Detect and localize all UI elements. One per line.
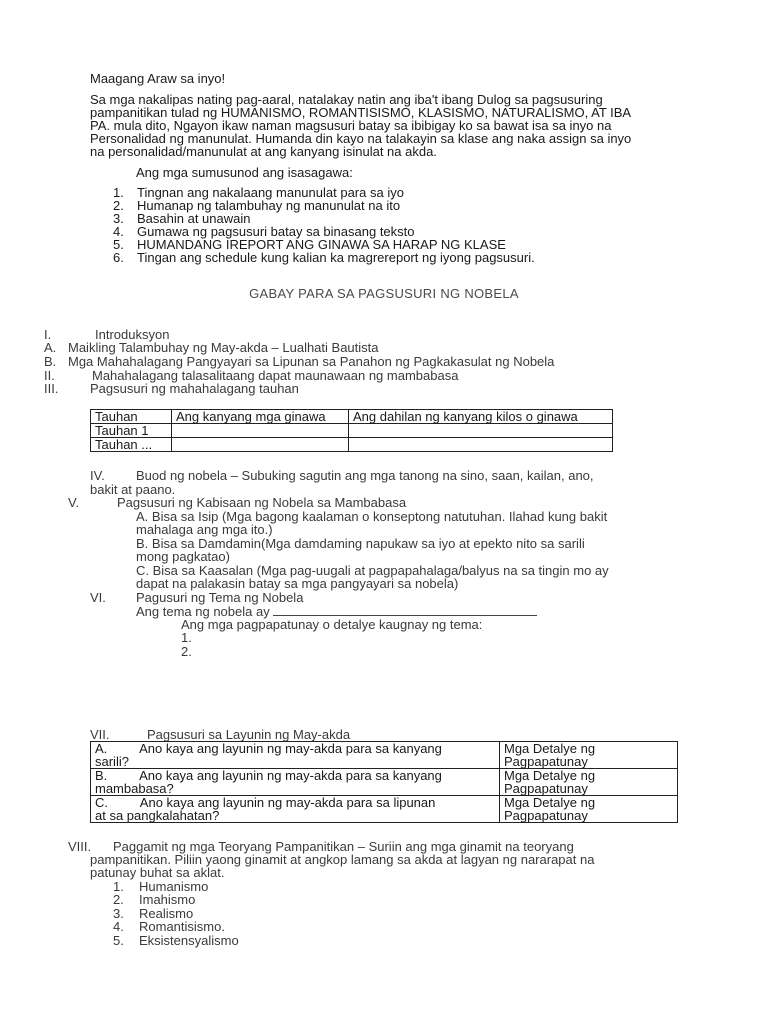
- theory-number: 3.: [113, 906, 124, 921]
- details-label: Pagpapatunay: [504, 754, 588, 769]
- question-line: mambabasa?: [95, 781, 174, 796]
- details-label: Mga Detalye ng: [504, 741, 596, 756]
- table-row: [91, 438, 613, 452]
- layunin-table: [90, 741, 678, 823]
- table-cell: [172, 424, 349, 438]
- step-text: Basahin at unawain: [137, 211, 251, 226]
- detail-item-number: 2.: [181, 644, 192, 659]
- details-label: Pagpapatunay: [504, 781, 588, 796]
- outline-marker: II.: [44, 368, 55, 383]
- section-iv-text: Buod ng nobela – Subuking sagutin ang mga tanong na sino, saan, kailan, ano,: [136, 468, 594, 483]
- theme-prompt: [136, 604, 537, 618]
- theory-item: Humanismo: [139, 879, 209, 894]
- step-text: Gumawa ng pagsusuri batay sa binasang teksto: [137, 224, 415, 239]
- section-v-b: mong pagkatao): [136, 549, 230, 564]
- outline-text: Introduksyon: [95, 327, 170, 342]
- theory-item: Realismo: [139, 906, 194, 921]
- table-cell: [349, 438, 613, 452]
- section-vii-marker: VII.: [90, 727, 110, 742]
- section-vii-title: Pagsusuri sa Layunin ng May-akda: [147, 727, 351, 742]
- outline-text: Pagsusuri ng mahahalagang tauhan: [90, 381, 299, 396]
- table-cell: [91, 796, 500, 823]
- details-label: Mga Detalye ng: [504, 795, 596, 810]
- table-row: [91, 742, 678, 769]
- question-line: at sa pangkalahatan?: [95, 808, 220, 823]
- section-v-b: B. Bisa sa Damdamin(Mga damdaming napukaw sa iyo at epekto nito sa sarili: [136, 536, 585, 551]
- steps-heading: Ang mga sumusunod ang isasagawa:: [136, 165, 353, 180]
- step-text: Tingan ang schedule kung kalian ka magrereport ng iyong pagsusuri.: [137, 250, 535, 265]
- intro-line: PA. mula dito, Ngayon ikaw naman magsusuri batay sa ibibigay ko sa bawat isa sa inyo na: [90, 118, 612, 133]
- outline-text: Mga Mahahalagang Pangyayari sa Lipunan sa Panahon ng Pagkakasulat ng Nobela: [68, 354, 555, 369]
- outline-marker: III.: [44, 381, 59, 396]
- step-text: Humanap ng talambuhay ng manunulat na ito: [137, 198, 401, 213]
- table-header-row: [91, 410, 613, 424]
- greeting: Maagang Araw sa inyo!: [90, 71, 226, 86]
- table-cell: [500, 796, 678, 823]
- table-cell: Tauhan 1: [91, 424, 172, 438]
- table-header-cell: Ang dahilan ng kanyang kilos o ginawa: [349, 410, 613, 424]
- intro-line: pampanitikan tulad ng HUMANISMO, ROMANTISISMO, KLASISMO, NATURALISMO, AT IBA: [90, 105, 632, 120]
- theory-number: 1.: [113, 879, 124, 894]
- section-viii-text: Paggamit ng mga Teoryang Pampanitikan – Suriin ang mga ginamit na teoryang: [113, 839, 574, 854]
- details-label: Pagpapatunay: [504, 808, 588, 823]
- step-number: 4.: [113, 224, 124, 239]
- table-cell: [349, 424, 613, 438]
- details-label: Mga Detalye ng: [504, 768, 596, 783]
- section-viii-text: pampanitikan. Piliin yaong ginamit at angkop lamang sa akda at lagyan ng nararapat na: [90, 852, 595, 867]
- question-line: B. Ano kaya ang layunin ng may-akda para sa kanyang: [95, 768, 442, 783]
- section-v-marker: V.: [68, 495, 80, 510]
- intro-line: Sa mga nakalipas nating pag-aaral, natalakay natin ang iba't ibang Dulog sa pagsusuring: [90, 92, 603, 107]
- step-number: 1.: [113, 185, 124, 200]
- step-number: 5.: [113, 237, 124, 252]
- table-cell: [500, 742, 678, 769]
- section-v-a: mahalaga ang mga ito.): [136, 522, 273, 537]
- outline-text: Maikling Talambuhay ng May-akda – Lualhati Bautista: [68, 340, 379, 355]
- detail-item-number: 1.: [181, 630, 192, 645]
- theme-prompt-text: Ang tema ng nobela ay: [136, 604, 270, 619]
- table-row: [91, 796, 678, 823]
- intro-line: na personalidad/manunulat at ang kanyang isinulat na akda.: [90, 144, 437, 159]
- guide-title: GABAY PARA SA PAGSUSURI NG NOBELA: [249, 286, 519, 301]
- details-prompt: Ang mga pagpapatunay o detalye kaugnay ng tema:: [181, 617, 483, 632]
- theory-number: 2.: [113, 892, 124, 907]
- table-cell: [172, 438, 349, 452]
- theory-item: Eksistensyalismo: [139, 933, 239, 948]
- table-cell: Tauhan ...: [91, 438, 172, 452]
- step-number: 6.: [113, 250, 124, 265]
- step-text: Tingnan ang nakalaang manunulat para sa iyo: [137, 185, 404, 200]
- table-row: [91, 424, 613, 438]
- outline-text: Mahahalagang talasalitaang dapat maunawaan ng mambabasa: [92, 368, 459, 383]
- table-cell: [500, 769, 678, 796]
- step-number: 3.: [113, 211, 124, 226]
- section-vi-marker: VI.: [90, 590, 106, 605]
- section-v-a: A. Bisa sa Isip (Mga bagong kaalaman o konseptong natutuhan. Ilahad kung bakit: [136, 509, 608, 524]
- step-number: 2.: [113, 198, 124, 213]
- outline-marker: B.: [44, 354, 57, 369]
- question-line: sarili?: [95, 754, 129, 769]
- question-line: A. Ano kaya ang layunin ng may-akda para sa kanyang: [95, 741, 442, 756]
- outline-marker: I.: [44, 327, 52, 342]
- section-viii-marker: VIII.: [68, 839, 92, 854]
- step-text: HUMANDANG IREPORT ANG GINAWA SA HARAP NG KLASE: [137, 237, 506, 252]
- section-vi-title: Pagusuri ng Tema ng Nobela: [136, 590, 304, 605]
- tauhan-table: [90, 409, 613, 452]
- intro-line: Personalidad ng manunulat. Humanda din kayo na talakayin sa klase ang naka assign sa inyo: [90, 131, 632, 146]
- section-iv-text: bakit at paano.: [90, 482, 176, 497]
- table-header-cell: Tauhan: [91, 410, 172, 424]
- theory-item: Romantisismo.: [139, 919, 225, 934]
- section-v-c: C. Bisa sa Kaasalan (Mga pag-uugali at pagpapahalaga/balyus na sa tingin mo ay: [136, 563, 609, 578]
- theory-item: Imahismo: [139, 892, 196, 907]
- section-viii-text: patunay buhat sa aklat.: [90, 865, 225, 880]
- theme-answer-line: [273, 604, 537, 616]
- section-iv-marker: IV.: [90, 468, 105, 483]
- section-v-c: dapat na palakasin batay sa mga pangyayari sa nobela): [136, 576, 459, 591]
- table-header-cell: Ang kanyang mga ginawa: [172, 410, 349, 424]
- table-cell: [91, 769, 500, 796]
- theory-number: 5.: [113, 933, 124, 948]
- table-row: [91, 769, 678, 796]
- outline-marker: A.: [44, 340, 57, 355]
- table-cell: [91, 742, 500, 769]
- section-v-title: Pagsusuri ng Kabisaan ng Nobela sa Mambabasa: [117, 495, 407, 510]
- question-line: C. Ano kaya ang layunin ng may-akda para sa lipunan: [95, 795, 436, 810]
- theory-number: 4.: [113, 919, 124, 934]
